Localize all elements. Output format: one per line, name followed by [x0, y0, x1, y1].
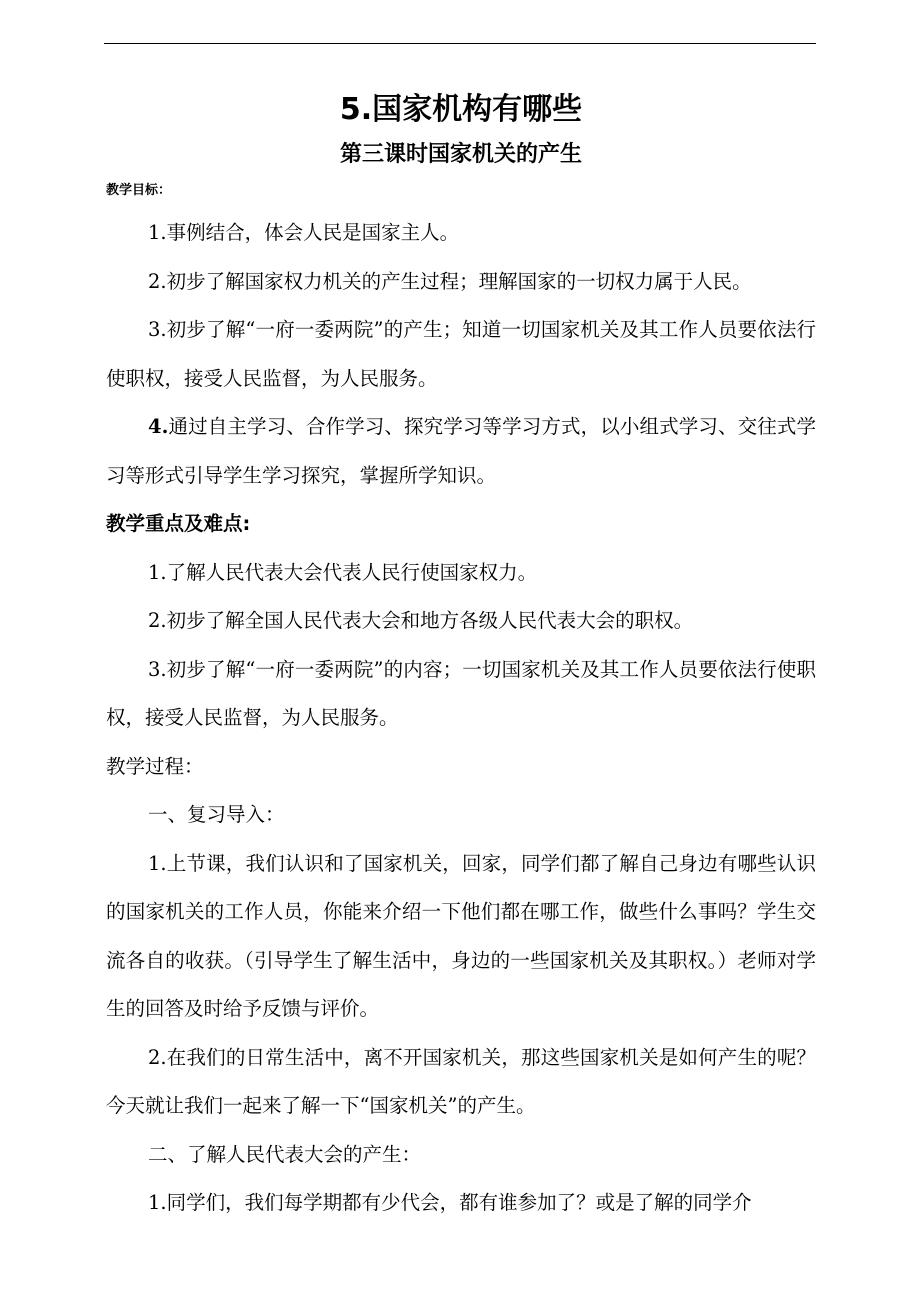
document-subtitle: 第三课时国家机关的产生 — [339, 142, 582, 167]
objective-4 — [106, 403, 816, 500]
key-point-3: 3.初步了解“一府一委两院”的内容；一切国家机关及其工作人员要依法行使职权，接受人民监督，为人民服务。 — [106, 657, 816, 729]
objective-4-number: 4. — [148, 415, 169, 438]
key-point-1: 1.了解人民代表大会代表人民行使国家权力。 — [148, 560, 538, 584]
section-1-para-2: 2.在我们的日常生活中，离不开国家机关，那这些国家机关是如何产生的呢？今天就让我们一起来了解一下“国家机关”的产生。 — [106, 1045, 816, 1117]
objective-2: 2.初步了解国家权力机关的产生过程；理解国家的一切权力属于人民。 — [148, 269, 752, 293]
objectives-label: 教学目标： — [106, 183, 172, 198]
key-points-label: 教学重点及难点: — [106, 512, 251, 535]
section-1-para-1: 1.上节课，我们认识和了国家机关，回家，同学们都了解自己身边有哪些认识的国家机关的工作人员，你能来介绍一下他们都在哪工作，做些什么事吗？学生交流各自的收获。（引导学生了解生活中，身边的一些国家机关及其职权。）老师对学生的回答及时给予反馈与评价。 — [106, 851, 816, 1020]
section-2-para-1: 1.同学们，我们每学期都有少代会，都有谁参加了？或是了解的同学介 — [148, 1191, 752, 1214]
section-1-heading: 一、复习导入： — [148, 803, 285, 826]
key-point-2: 2.初步了解全国人民代表大会和地方各级人民代表大会的职权。 — [148, 609, 694, 632]
objective-4-text: 通过自主学习、合作学习、探究学习等学习方式，以小组式学习、交往式学习等形式引导学生学习探究，掌握所学知识。 — [106, 415, 816, 487]
process-label: 教学过程： — [106, 754, 204, 778]
header-rule — [104, 43, 816, 44]
document-page — [106, 85, 816, 1228]
document-title: 5.国家机构有哪些 — [339, 92, 583, 127]
objective-1: 1.事例结合，体会人民是国家主人。 — [148, 221, 460, 244]
section-2-heading: 二、了解人民代表大会的产生： — [148, 1142, 422, 1166]
objective-3: 3.初步了解“一府一委两院”的产生；知道一切国家机关及其工作人员要依法行使职权，接受人民监督，为人民服务。 — [106, 318, 816, 390]
